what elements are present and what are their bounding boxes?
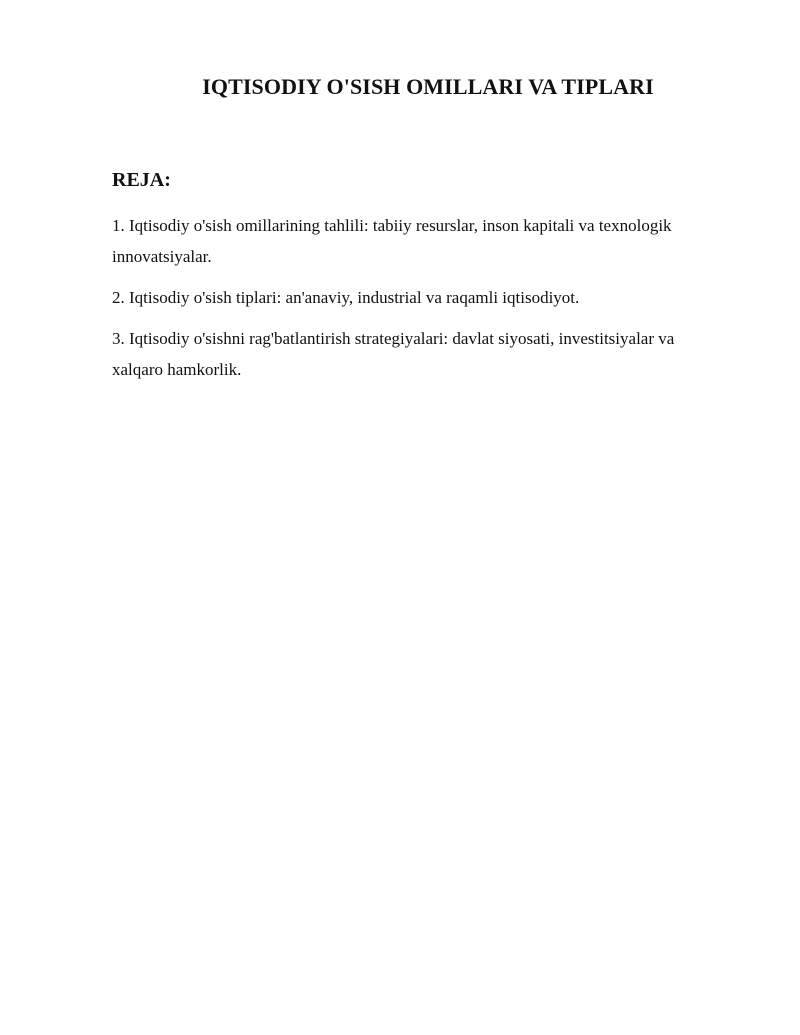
plan-heading: REJA: (112, 169, 171, 191)
plan-list (112, 210, 727, 395)
plan-item: 1. Iqtisodiy o'sish omillarining tahlili: tabiiy resurslar, inson kapitali va texnologik innovatsiyalar. (112, 216, 672, 266)
plan-item: 2. Iqtisodiy o'sish tiplari: an'anaviy, industrial va raqamli iqtisodiyot. (112, 288, 580, 307)
plan-item: 3. Iqtisodiy o'sishni rag'batlantirish strategiyalari: davlat siyosati, investitsiyalar va xalqaro hamkorlik. (112, 329, 675, 379)
document-title: IQTISODIY O'SISH OMILLARI VA TIPLARI (202, 74, 654, 99)
